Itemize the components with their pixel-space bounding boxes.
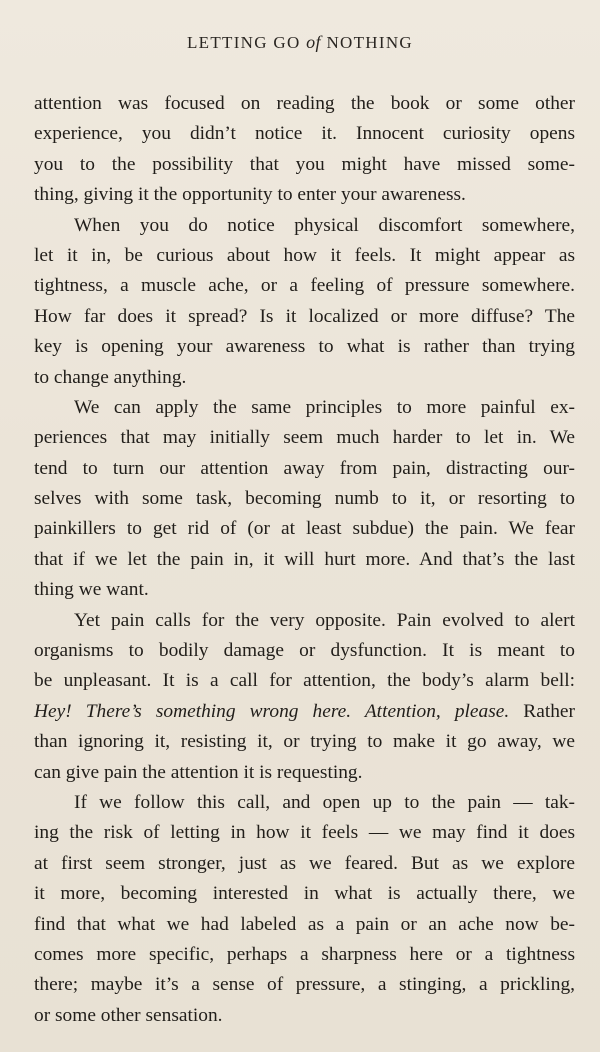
text-line bbox=[34, 879, 575, 909]
text-segment: be unpleasant. It is a call for attention, the body’s alarm bell: bbox=[34, 670, 575, 692]
text-segment: than ignoring it, resisting it, or trying to make it go away, we bbox=[34, 731, 575, 753]
text-segment: We can apply the same principles to more painful ex- bbox=[74, 396, 575, 418]
text-segment: at first seem stronger, just as we feared. But as we explore bbox=[34, 852, 575, 874]
text-segment: to change anything. bbox=[34, 366, 187, 388]
text-line bbox=[34, 788, 575, 818]
text-line bbox=[34, 606, 575, 636]
text-segment: experience, you didn’t notice it. Innocent curiosity opens bbox=[34, 123, 575, 145]
text-segment: ing the risk of letting in how it feels — we may find it does bbox=[34, 822, 575, 844]
text-segment: painkillers to get rid of (or at least subdue) the pain. We fear bbox=[34, 518, 575, 540]
text-segment: tend to turn our attention away from pain, distracting our- bbox=[34, 457, 575, 479]
text-segment: it more, becoming interested in what is actually there, we bbox=[34, 883, 575, 905]
text-line bbox=[34, 393, 575, 423]
text-segment: Yet pain calls for the very opposite. Pain evolved to alert bbox=[74, 609, 575, 631]
text-line bbox=[34, 758, 575, 788]
text-segment: thing, giving it the opportunity to enter your awareness. bbox=[34, 184, 466, 206]
text-line bbox=[34, 940, 575, 970]
text-line bbox=[34, 484, 575, 514]
text-line bbox=[34, 636, 575, 666]
text-segment: organisms to bodily damage or dysfunction. It is meant to bbox=[34, 640, 575, 662]
running-head-part-1: LETTING GO bbox=[186, 33, 307, 52]
text-segment: let it in, be curious about how it feels. It might appear as bbox=[34, 244, 575, 266]
text-line bbox=[34, 211, 575, 241]
text-line bbox=[34, 545, 575, 575]
running-head-part-2: of bbox=[306, 32, 321, 52]
text-segment: that if we let the pain in, it will hurt more. And that’s the last bbox=[34, 548, 575, 570]
text-line bbox=[34, 423, 575, 453]
text-line bbox=[34, 271, 575, 301]
text-segment: key is opening your awareness to what is rather than trying bbox=[34, 336, 575, 358]
text-line bbox=[34, 302, 575, 332]
text-line bbox=[34, 89, 575, 119]
text-line bbox=[34, 849, 575, 879]
text-segment: find that what we had labeled as a pain or an ache now be- bbox=[34, 913, 575, 935]
text-line bbox=[34, 575, 575, 605]
text-segment: tightness, a muscle ache, or a feeling of pressure somewhere. bbox=[34, 275, 575, 297]
text-line bbox=[34, 727, 575, 757]
text-line bbox=[34, 970, 575, 1000]
text-segment: there; maybe it’s a sense of pressure, a stinging, a prickling, bbox=[34, 974, 575, 996]
text-segment: can give pain the attention it is requesting. bbox=[34, 761, 363, 783]
text-line bbox=[34, 666, 575, 696]
text-segment: thing we want. bbox=[34, 579, 149, 601]
text-segment: or some other sensation. bbox=[34, 1004, 223, 1026]
text-line bbox=[34, 454, 575, 484]
text-line bbox=[34, 150, 575, 180]
text-segment: If we follow this call, and open up to the pain — tak- bbox=[74, 791, 575, 813]
text-line bbox=[34, 241, 575, 271]
text-segment: comes more specific, perhaps a sharpness here or a tightness bbox=[34, 943, 575, 965]
text-line bbox=[34, 910, 575, 940]
text-segment: When you do notice physical discomfort somewhere, bbox=[74, 214, 575, 236]
text-line bbox=[34, 697, 575, 727]
running-head-part-3: NOTHING bbox=[320, 33, 413, 52]
text-segment: selves with some task, becoming numb to it, or resorting to bbox=[34, 488, 575, 510]
text-line bbox=[34, 514, 575, 544]
text-line bbox=[34, 818, 575, 848]
text-segment: How far does it spread? Is it localized or more diffuse? The bbox=[34, 305, 575, 327]
running-head bbox=[0, 32, 600, 53]
text-segment: you to the possibility that you might have missed some- bbox=[34, 153, 575, 175]
text-segment: Rather bbox=[509, 700, 575, 722]
italic-text-segment: Hey! There’s something wrong here. Attention, please. bbox=[34, 700, 510, 722]
text-segment: attention was focused on reading the book or some other bbox=[34, 93, 575, 114]
text-segment: periences that may initially seem much harder to let in. We bbox=[34, 427, 575, 449]
body-text bbox=[34, 89, 575, 1031]
text-line bbox=[34, 119, 575, 149]
text-line bbox=[34, 180, 575, 210]
text-line bbox=[34, 332, 575, 362]
text-line bbox=[34, 1001, 575, 1031]
text-line bbox=[34, 363, 575, 393]
